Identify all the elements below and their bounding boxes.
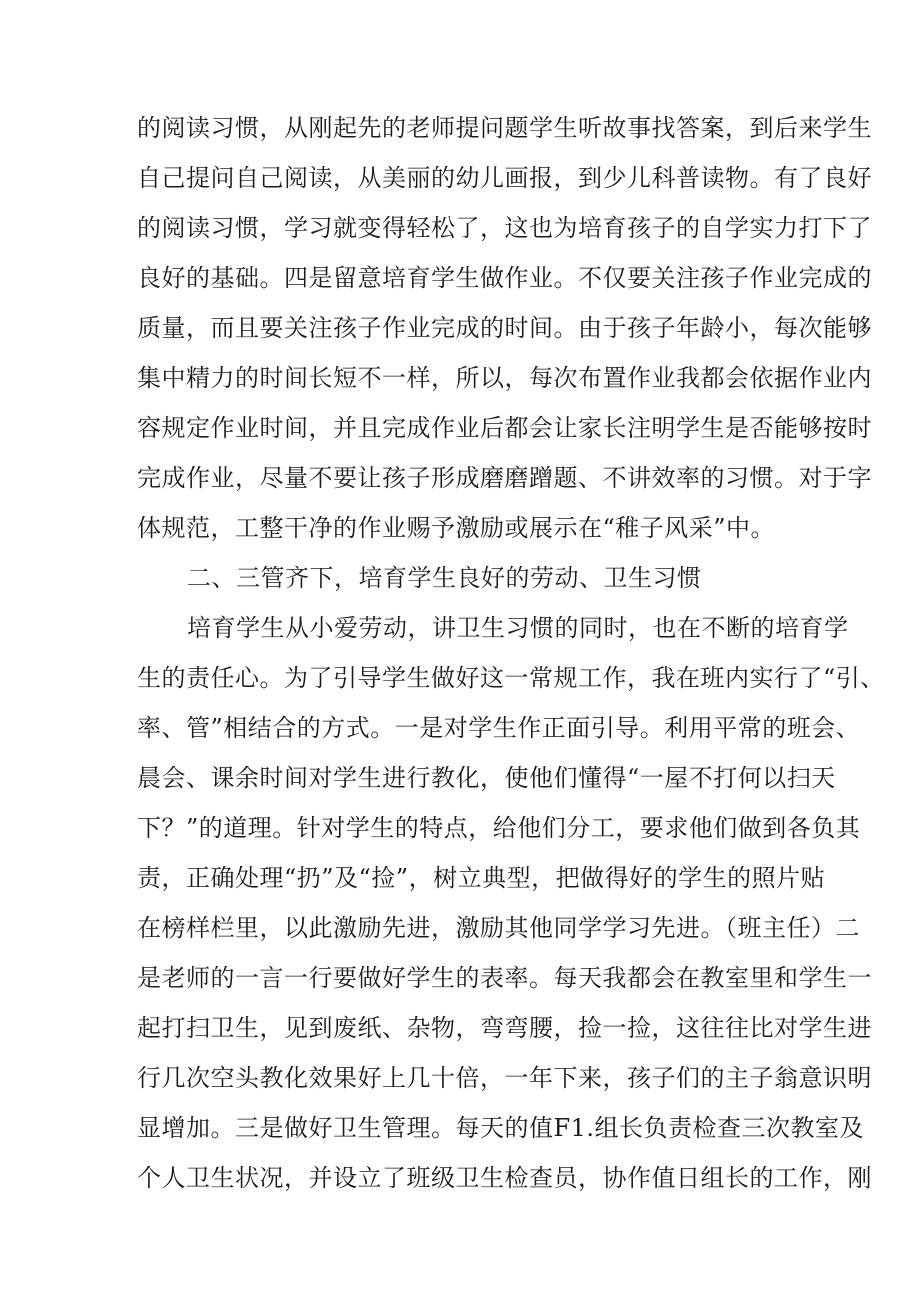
text-line: 质量，而且要关注孩子作业完成的时间。由于孩子年龄小，每次能够: [137, 314, 872, 342]
text-line: 行几次空头教化效果好上几十倍，一年下来，孩子们的主子翁意识明: [137, 1064, 872, 1092]
text-line: 体规范，工整干净的作业赐予激励或展示在“稚子风采”中。: [137, 514, 776, 542]
text-line: 起打扫卫生，见到废纸、杂物，弯弯腰，捡一捡，这往往比对学生进: [137, 1014, 872, 1042]
text-line: 良好的基础。四是留意培育学生做作业。不仅要关注孩子作业完成的: [137, 264, 872, 292]
text-line: 率、管”相结合的方式。一是对学生作正面引导。利用平常的班会、: [137, 714, 861, 742]
text-line: 容规定作业时间，并且完成作业后都会让家长注明学生是否能够按时: [137, 414, 872, 442]
text-line: 显增加。三是做好卫生管理。每天的值F1.组长负责检查三次教室及: [137, 1114, 865, 1142]
text-line: 自己提问自己阅读，从美丽的幼儿画报，到少儿科普读物。有了良好: [137, 164, 872, 192]
text-line: 培育学生从小爱劳动，讲卫生习惯的同时，也在不断的培育学: [187, 614, 849, 642]
text-line: 在榜样栏里，以此激励先进，激励其他同学学习先进。（班主任）二: [137, 914, 860, 942]
text-line: 个人卫生状况，并设立了班级卫生检查员，协作值日组长的工作，刚: [137, 1164, 872, 1192]
text-line: 责，正确处理“扔”及“捡”，树立典型，把做得好的学生的照片贴: [137, 864, 826, 892]
text-line: 下？”的道理。针对学生的特点，给他们分工，要求他们做到各负其: [137, 814, 861, 842]
text-line: 的阅读习惯，从刚起先的老师提问题学生听故事找答案，到后来学生: [137, 114, 872, 142]
text-line: 完成作业，尽量不要让孩子形成磨磨蹭题、不讲效率的习惯。对于字: [137, 464, 872, 492]
text-line: 晨会、课余时间对学生进行教化，使他们懂得“一屋不打何以扫天: [137, 764, 836, 792]
text-line: 生的责任心。为了引导学生做好这一常规工作，我在班内实行了“引、: [137, 664, 885, 692]
text-line: 的阅读习惯，学习就变得轻松了，这也为培育孩子的自学实力打下了: [137, 214, 872, 242]
section-heading: 二、三管齐下，培育学生良好的劳动、卫生习惯: [187, 564, 702, 592]
text-line: 集中精力的时间长短不一样，所以，每次布置作业我都会依据作业内: [137, 364, 872, 392]
text-line: 是老师的一言一行要做好学生的表率。每天我都会在教室里和学生一: [137, 964, 872, 992]
